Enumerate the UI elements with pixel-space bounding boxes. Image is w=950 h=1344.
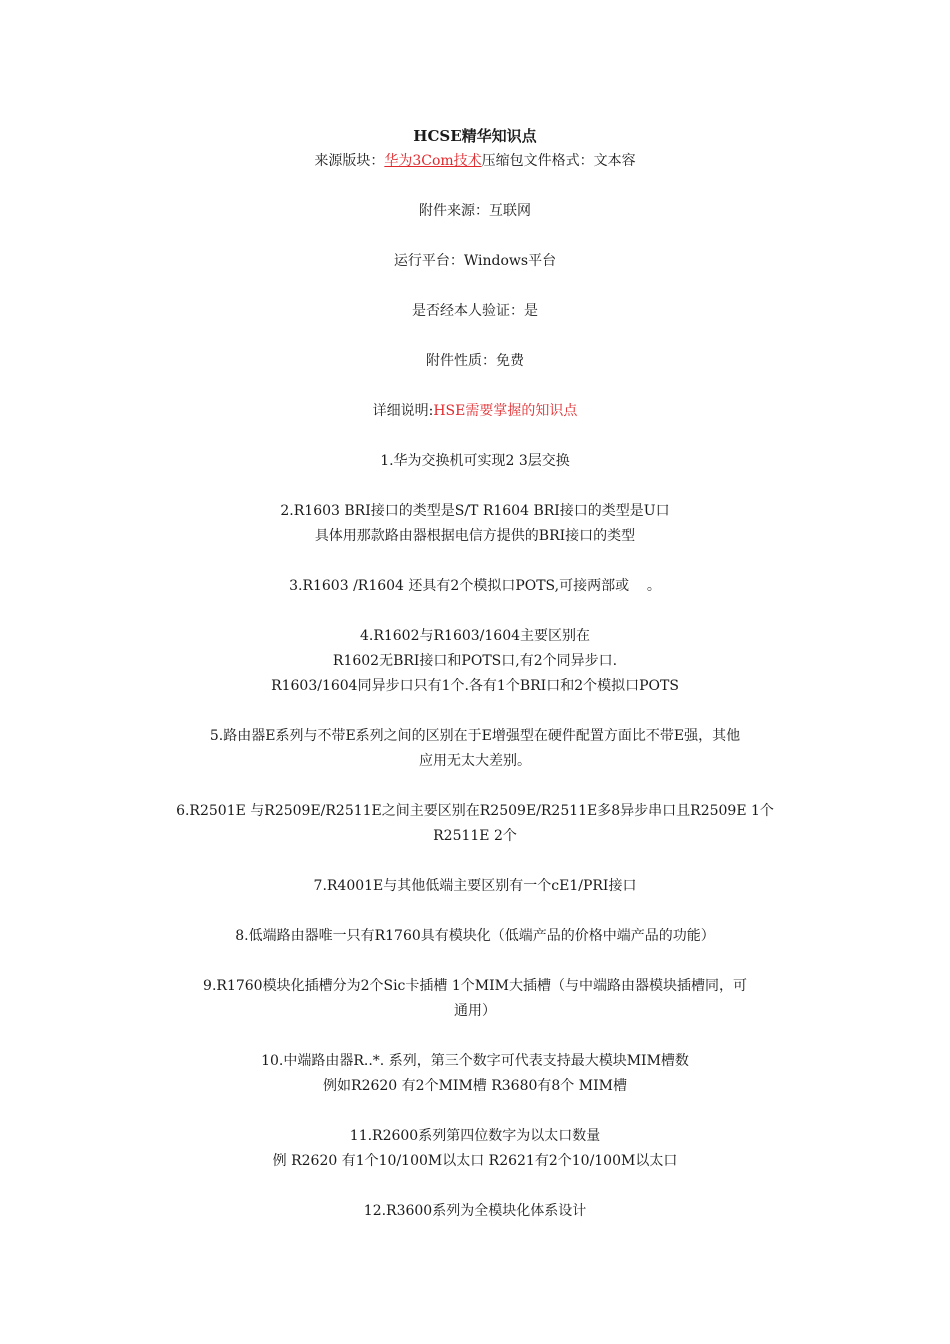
spacer [130,274,820,299]
knowledge-point-line: 4.R1602与R1603/1604主要区别在 [359,628,591,644]
spacer [130,849,820,874]
platform-line: 运行平台：Windows平台 [393,253,557,269]
knowledge-point-line: 1.华为交换机可实现2 3层交换 [380,453,570,469]
knowledge-point-line: 应用无太大差别。 [419,753,531,769]
knowledge-point [130,874,820,899]
knowledge-point-line: 12.R3600系列为全模块化体系设计 [363,1203,587,1219]
spacer [130,1174,820,1199]
spacer [130,599,820,624]
spacer [130,899,820,924]
knowledge-point-line: 11.R2600系列第四位数字为以太口数量 [349,1128,601,1144]
knowledge-point [130,974,820,1024]
knowledge-point-line: 例 R2620 有1个10/100M以太口 R2621有2个10/100M以太口 [272,1153,678,1169]
knowledge-point-line: 3.R1603 /R1604 还具有2个模拟口POTS,可接两部或 。 [289,578,661,594]
knowledge-point [130,799,820,849]
knowledge-point-list [130,449,820,1224]
knowledge-point-line: 5.路由器E系列与不带E系列之间的区别在于E增强型在硬件配置方面比不带E强，其他 [209,728,741,744]
spacer [130,699,820,724]
verified-line: 是否经本人验证：是 [412,303,538,319]
knowledge-point-line: 通用） [454,1003,496,1019]
knowledge-point [130,924,820,949]
knowledge-point [130,624,820,699]
details-prefix: 详细说明: [372,403,434,419]
attachment-type-line: 附件性质：免费 [426,353,524,369]
spacer [130,774,820,799]
spacer [130,374,820,399]
knowledge-point [130,499,820,549]
document-body [130,124,820,1224]
details-highlight: HSE需要掌握的知识点 [433,403,578,419]
spacer [130,224,820,249]
knowledge-point-line: 7.R4001E与其他低端主要区别有一个cE1/PRI接口 [313,878,637,894]
knowledge-point [130,449,820,474]
knowledge-point-line: 10.中端路由器R..*. 系列，第三个数字可代表支持最大模块MIM槽数 [261,1053,689,1069]
spacer [130,549,820,574]
details-line [130,399,820,424]
knowledge-point-line: 6.R2501E 与R2509E/R2511E之间主要区别在R2509E/R2511E多8异步串口且R2509E 1个 [176,803,774,819]
knowledge-point [130,1049,820,1099]
knowledge-point-line: 例如R2620 有2个MIM槽 R3680有8个 MIM槽 [323,1078,627,1094]
spacer [130,174,820,199]
source-prefix: 来源版块： [314,153,385,169]
source-suffix: 压缩包文件格式：文本容 [481,153,636,169]
attachment-source: 附件来源：互联网 [419,203,531,219]
document-title: HCSE精华知识点 [413,127,537,145]
spacer [130,949,820,974]
spacer [130,324,820,349]
spacer [130,424,820,449]
spacer [130,1024,820,1049]
knowledge-point [130,724,820,774]
knowledge-point-line: 9.R1760模块化插槽分为2个Sic卡插槽 1个MIM大插槽（与中端路由器模块插槽同，可 [203,978,747,994]
source-link[interactable]: 华为3Com技术 [384,153,482,169]
knowledge-point-line: R1602无BRI接口和POTS口,有2个同异步口. [332,653,618,669]
knowledge-point-line: 2.R1603 BRI接口的类型是S/T R1604 BRI接口的类型是U口 [280,503,670,519]
spacer [130,474,820,499]
source-line [130,149,820,174]
knowledge-point-line: 8.低端路由器唯一只有R1760具有模块化（低端产品的价格中端产品的功能） [235,928,715,944]
knowledge-point-line: R1603/1604同异步口只有1个.各有1个BRI口和2个模拟口POTS [271,678,679,694]
knowledge-point [130,1199,820,1224]
knowledge-point-line: 具体用那款路由器根据电信方提供的BRI接口的类型 [314,528,636,544]
knowledge-point-line: R2511E 2个 [433,828,517,844]
knowledge-point [130,1124,820,1174]
spacer [130,1099,820,1124]
knowledge-point [130,574,820,599]
